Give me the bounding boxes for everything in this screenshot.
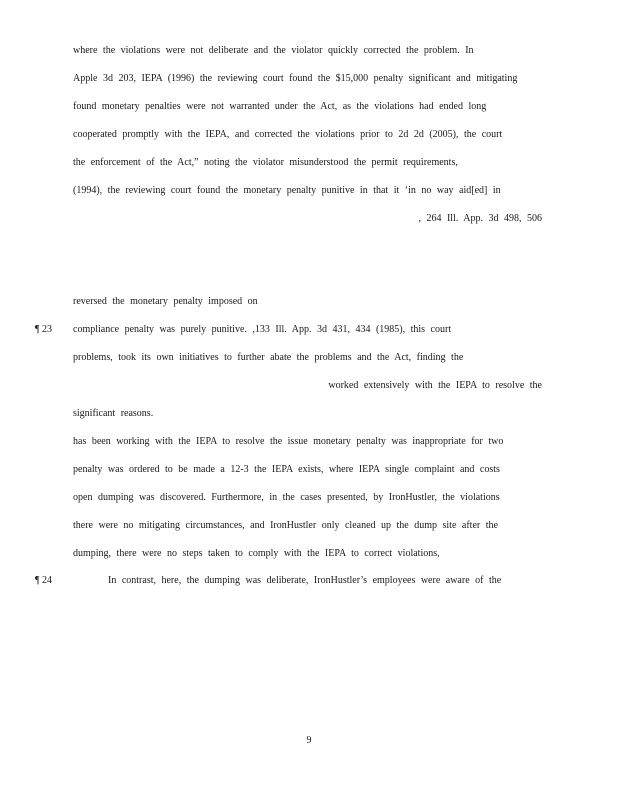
body-line-10: problems, took its own initiatives to further abate the problems and the Act, finding the xyxy=(73,352,464,363)
body-line-1: where the violations were not deliberate and the violator quickly corrected the problem. In xyxy=(73,45,474,56)
paragraph-number-23: ¶ 23 xyxy=(35,324,53,335)
page-number: 9 xyxy=(306,735,312,746)
paragraph-number-24: ¶ 24 xyxy=(35,575,53,586)
body-line-5: the enforcement of the Act,” noting the violator misunderstood the permit requirements, xyxy=(73,157,458,168)
body-line-2: Apple 3d 203, IEPA (1996) the reviewing court found the $15,000 penalty significant and mitigating xyxy=(73,73,518,84)
body-line-16: there were no mitigating circumstances, and IronHustler only cleaned up the dump site after the xyxy=(73,520,498,531)
body-line-9: compliance penalty was purely punitive. ,133 Ill. App. 3d 431, 434 (1985), this court xyxy=(73,324,452,335)
body-line-17: dumping, there were no steps taken to comply with the IEPA to correct violations, xyxy=(73,548,440,559)
body-line-11: worked extensively with the IEPA to resolve the xyxy=(328,380,542,391)
citation-line: , 264 Ill. App. 3d 498, 506 xyxy=(418,213,542,224)
body-line-15: open dumping was discovered. Furthermore, in the cases presented, by IronHustler, the violations xyxy=(73,492,500,503)
body-line-4: cooperated promptly with the IEPA, and corrected the violations prior to 2d 2d (2005), the court xyxy=(73,129,503,140)
body-line-13: has been working with the IEPA to resolve the issue monetary penalty was inappropriate for two xyxy=(73,436,504,447)
body-line-3: found monetary penalties were not warranted under the Act, as the violations had ended long xyxy=(73,101,487,112)
body-line-14: penalty was ordered to be made a 12-3 the IEPA exists, where IEPA single complaint and costs xyxy=(73,464,500,475)
body-line-18: In contrast, here, the dumping was deliberate, IronHustler’s employees were aware of the xyxy=(108,575,502,586)
body-line-8: reversed the monetary penalty imposed on xyxy=(73,296,258,307)
body-line-12: significant reasons. xyxy=(73,408,154,419)
body-line-6: (1994), the reviewing court found the monetary penalty punitive in that it ‘in no way aid[ed] in xyxy=(73,185,501,196)
